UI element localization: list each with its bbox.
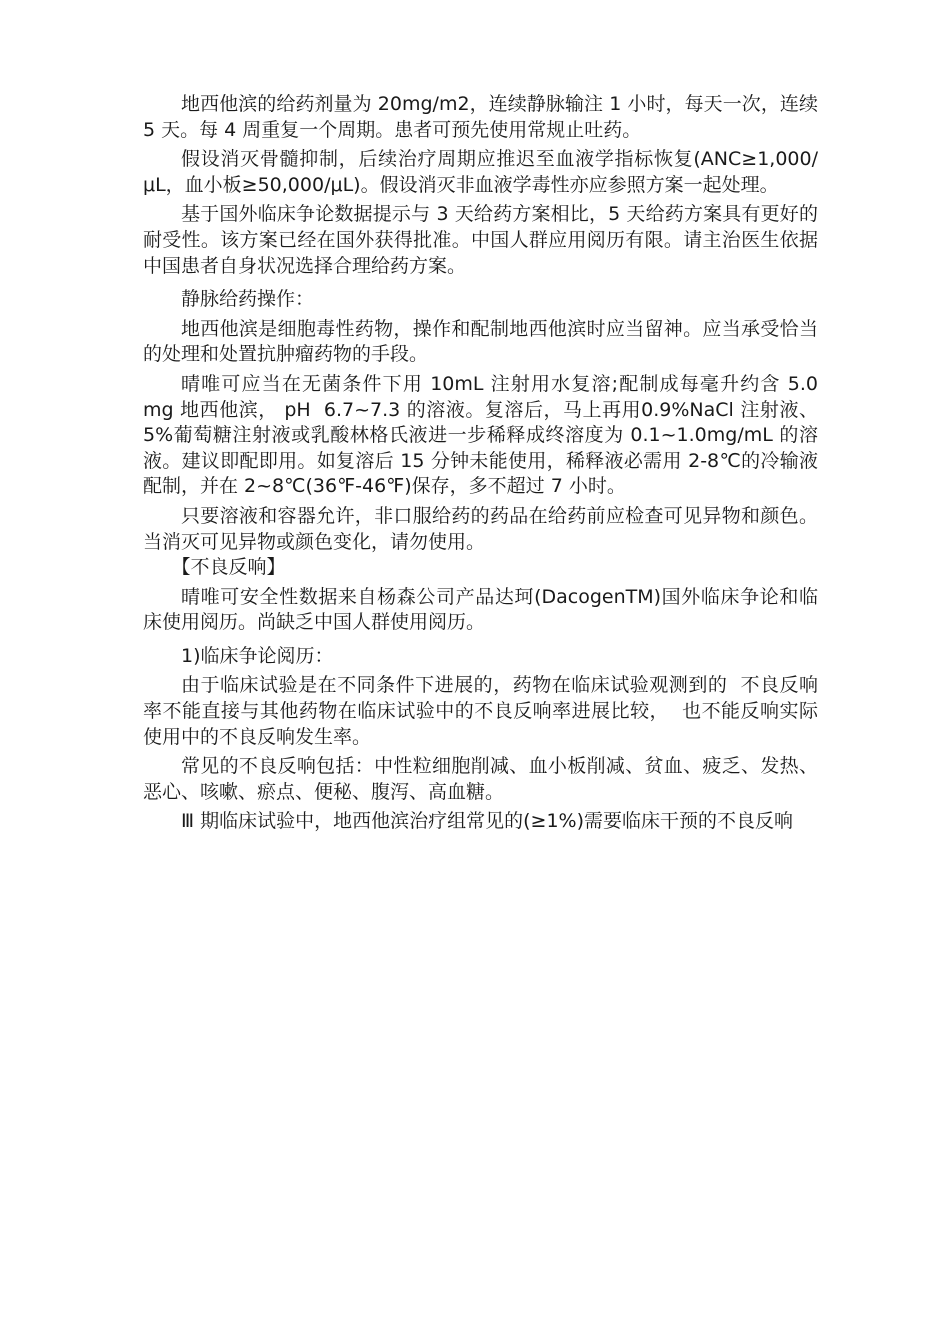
common-reactions-paragraph: 常见的不良反响包括：中性粒细胞削减、血小板削减、贫血、疲乏、发热、恶心、咳嗽、瘀点、便秘、腹泻、高血糖。 bbox=[143, 755, 818, 803]
phase3-paragraph: Ⅲ 期临床试验中，地西他滨治疗组常见的(≥1%)需要临床干预的不良反响 bbox=[181, 810, 794, 833]
reconstitution-paragraph: 晴唯可应当在无菌条件下用 10mL 注射用水复溶;配制成每毫升约含 5.0 mg 地西他滨， pH 6.7~7.3 的溶液。复溶后，马上再用0.9%NaCl 注射液、5%葡萄糖注射液或乳酸林格氏液进一步稀释成终溶度为 0.1~1.0mg/mL 的溶液。建议即配即用。如复溶后 15 分钟未能使用，稀释液必需用 2-8℃的冷输液配制，并在 2~8℃(36℉-46℉)保存，多不超过 7 小时。 bbox=[143, 372, 831, 498]
regimen-paragraph: 基于国外临床争论数据提示与 3 天给药方案相比，5 天给药方案具有更好的耐受性。该方案已经在国外获得批准。中国人群应用阅历有限。请主治医生依据中国患者自身状况选择合理给药方案。 bbox=[143, 203, 818, 277]
myelosuppression-paragraph: 假设消灭骨髓抑制，后续治疗周期应推迟至血液学指标恢复(ANC≥1,000/μL，血小板≥50,000/μL)。假设消灭非血液学毒性亦应参照方案一起处理。 bbox=[143, 148, 818, 196]
dosage-paragraph: 地西他滨的给药剂量为 20mg/m2，连续静脉输注 1 小时，每天一次，连续 5 天。每 4 周重复一个周期。患者可预先使用常规止吐药。 bbox=[143, 93, 825, 141]
iv-administration-heading: 静脉给药操作： bbox=[181, 288, 315, 311]
trial-conditions-paragraph: 由于临床试验是在不同条件下进展的，药物在临床试验观测到的 不良反响率不能直接与其他药物在临床试验中的不良反响率进展比较， 也不能反响实际使用中的不良反响发生率。 bbox=[143, 674, 818, 748]
adverse-reactions-heading: 【不良反响】 bbox=[171, 556, 286, 579]
document-page bbox=[143, 92, 831, 835]
cytotoxic-handling-paragraph: 地西他滨是细胞毒性药物，操作和配制地西他滨时应当留神。应当承受恰当的处理和处置抗肿瘤药物的手段。 bbox=[143, 317, 818, 366]
inspection-paragraph: 只要溶液和容器允许，非口服给药的药品在给药前应检查可见异物和颜色。当消灭可见异物或颜色变化，请勿使用。 bbox=[143, 504, 818, 553]
safety-data-paragraph: 晴唯可安全性数据来自杨森公司产品达珂(DacogenTM)国外临床争论和临床使用阅历。尚缺乏中国人群使用阅历。 bbox=[143, 585, 818, 634]
clinical-experience-heading: 1)临床争论阅历： bbox=[181, 644, 334, 667]
